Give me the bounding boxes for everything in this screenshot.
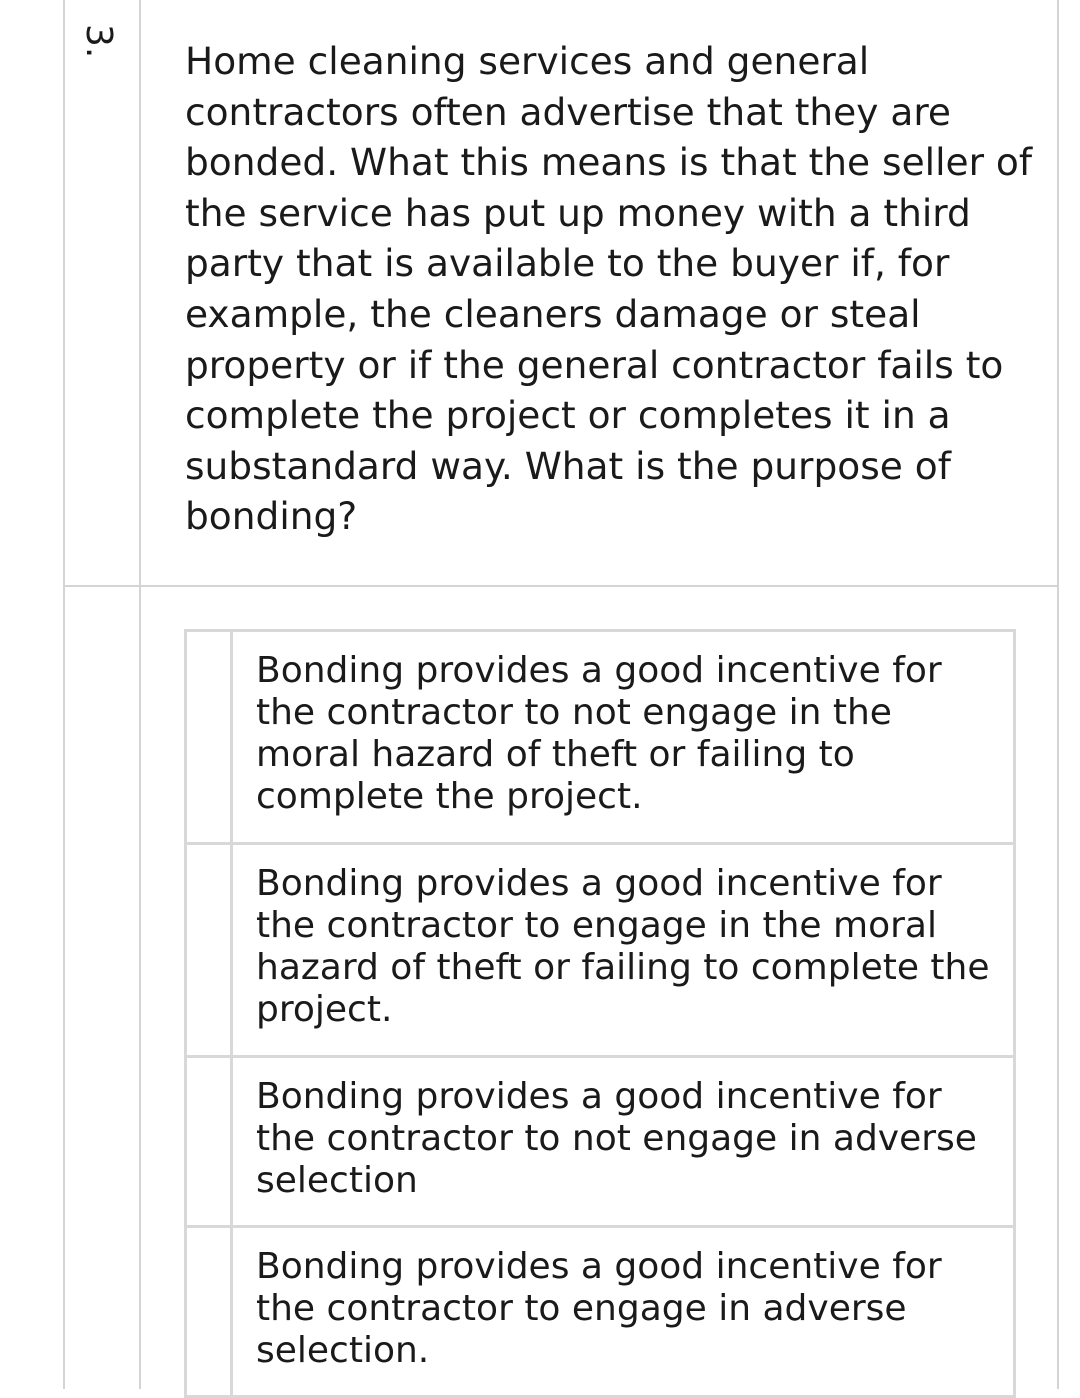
right-border — [1057, 0, 1059, 1389]
answer-option-1[interactable] — [184, 632, 1016, 845]
row-divider — [63, 585, 1059, 587]
question-number: 3. — [78, 24, 119, 59]
answer-option-4[interactable] — [184, 1228, 1016, 1398]
answer-option-2[interactable] — [184, 845, 1016, 1058]
option-selector[interactable] — [187, 632, 233, 842]
left-border — [63, 0, 65, 1389]
option-selector[interactable] — [187, 1228, 233, 1395]
option-label: Bonding provides a good incentive for the contractor to engage in adverse selection. — [256, 1246, 942, 1371]
answer-options — [184, 629, 1016, 1398]
option-selector[interactable] — [187, 1058, 233, 1225]
option-label: Bonding provides a good incentive for the contractor to not engage in adverse selection — [256, 1076, 977, 1201]
option-label: Bonding provides a good incentive for the contractor to not engage in the moral hazard of theft or failing to complete the project. — [256, 650, 942, 817]
option-label: Bonding provides a good incentive for the contractor to engage in the moral hazard of theft or failing to complete the project. — [256, 863, 990, 1030]
answer-option-3[interactable] — [184, 1058, 1016, 1228]
column-divider — [139, 0, 141, 1389]
option-selector[interactable] — [187, 845, 233, 1055]
question-text: Home cleaning services and general contractors often advertise that they are bonded. What this means is that the seller of the service has put up money with a third party that is available to the buyer if, for example, the cleaners damage or steal property or if the general contractor fails to complete the project or completes it in a substandard way. What is the purpose of bonding? — [185, 39, 1033, 539]
